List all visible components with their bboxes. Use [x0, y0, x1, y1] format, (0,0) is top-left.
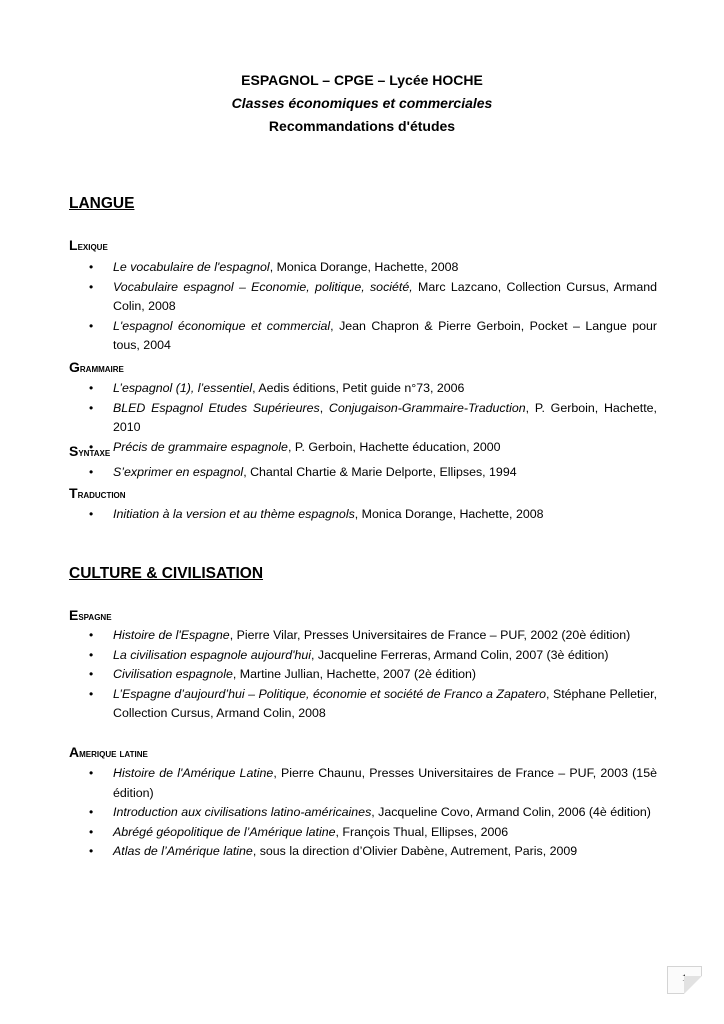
- book-title: Histoire de l'Espagne: [113, 628, 230, 642]
- list-item: [69, 685, 657, 724]
- subsection-rest: rammaire: [79, 363, 124, 375]
- book-title: L’Espagne d’aujourd’hui – Politique, économie et société de Franco a Zapatero: [113, 686, 547, 701]
- header-subtitle: Classes économiques et commerciales: [231, 95, 493, 111]
- subsection-initial: L: [69, 237, 78, 253]
- book-details: , Martine Jullian, Hachette, 2007 (2è édition): [232, 667, 476, 682]
- book-title: La civilisation espagnole aujourd'hui: [113, 647, 311, 662]
- lexique-list: [69, 258, 657, 356]
- list-item: [69, 317, 657, 356]
- header-recommendations: Recommandations d'études: [268, 118, 456, 134]
- subsection-title-lexique: [69, 238, 108, 254]
- page-number: 1: [682, 973, 687, 983]
- page-curl-icon: [684, 976, 702, 994]
- list-item: [69, 823, 657, 843]
- subsection-initial: G: [69, 359, 80, 375]
- book-title: Le vocabulaire de l'espagnol: [113, 260, 270, 274]
- book-details: , P. Gerboin, Hachette, 2010: [113, 400, 657, 435]
- subsection-rest: exique: [77, 241, 108, 253]
- page-number-box: [667, 966, 702, 994]
- list-item: [69, 803, 657, 823]
- book-title: Introduction aux civilisations latino-américaines: [113, 805, 372, 820]
- book-title: Initiation à la version et au thème espagnols: [113, 507, 355, 521]
- book-details: , François Thual, Ellipses, 2006: [335, 824, 509, 839]
- subsection-rest: raduction: [77, 489, 126, 501]
- book-title: Abrégé géopolitique de l’Amérique latine: [113, 824, 336, 839]
- book-title: Civilisation espagnole: [113, 667, 233, 682]
- list-item: [69, 505, 657, 525]
- book-details: , Jacqueline Ferreras, Armand Colin, 2007 (3è édition): [311, 647, 609, 662]
- book-title: BLED Espagnol Etudes Supérieures: [113, 400, 320, 415]
- list-item: [69, 842, 657, 862]
- subsection-rest: spagne: [78, 611, 112, 623]
- book-details: , Pierre Vilar, Presses Universitaires de France – PUF, 2002 (20è édition): [229, 628, 631, 642]
- book-title: Histoire de l'Amérique Latine: [113, 766, 274, 780]
- list-item: [69, 764, 657, 803]
- book-details: , Jacqueline Covo, Armand Colin, 2006 (4è édition): [371, 805, 651, 820]
- book-details: , Aedis éditions, Petit guide n°73, 2006: [252, 381, 465, 395]
- subsection-title-syntaxe: [69, 444, 110, 460]
- list-item: [69, 626, 657, 646]
- list-item: [69, 463, 657, 483]
- espagne-list: [69, 626, 657, 724]
- subsection-title-amerique-latine: [69, 745, 148, 761]
- book-details: Marc Lazcano, Collection Cursus, Armand Colin, 2008: [113, 279, 657, 314]
- book-title: L'espagnol économique et commercial: [113, 318, 331, 333]
- list-item: [69, 379, 657, 399]
- book-details: , Chantal Chartie & Marie Delporte, Ellipses, 1994: [243, 465, 517, 479]
- subsection-initial: A: [69, 744, 80, 760]
- list-item: [69, 278, 657, 317]
- list-item: [69, 646, 657, 666]
- subsection-initial: E: [69, 607, 79, 623]
- amerique-latine-list: [69, 764, 657, 862]
- book-details: , P. Gerboin, Hachette éducation, 2000: [287, 439, 501, 454]
- book-details: , Monica Dorange, Hachette, 2008: [269, 260, 459, 274]
- book-title: Atlas de l’Amérique latine: [113, 844, 253, 859]
- book-details: , Monica Dorange, Hachette, 2008: [354, 507, 544, 521]
- section-title-langue: LANGUE: [69, 195, 135, 212]
- list-item: [69, 258, 657, 278]
- subsection-initial: T: [69, 485, 78, 501]
- syntaxe-list: [69, 463, 657, 483]
- subsection-title-espagne: [69, 608, 112, 624]
- book-details: , Stéphane Pelletier, Collection Cursus, Armand Colin, 2008: [113, 686, 658, 721]
- subsection-rest: yntaxe: [78, 447, 111, 459]
- subsection-title-grammaire: [69, 360, 124, 376]
- list-item: [69, 399, 657, 438]
- grammaire-list: [69, 379, 657, 457]
- book-title: L’espagnol (1), l’essentiel: [113, 381, 253, 395]
- book-details: , sous la direction d’Olivier Dabène, Autrement, Paris, 2009: [252, 844, 578, 859]
- traduction-list: [69, 505, 657, 525]
- book-separator: ,: [319, 400, 329, 415]
- book-title: Précis de grammaire espagnole: [113, 439, 288, 454]
- document-header: [0, 69, 724, 138]
- subsection-rest: merique latine: [79, 748, 148, 760]
- book-title: Vocabulaire espagnol – Economie, politique, société,: [113, 279, 413, 294]
- list-item: [69, 665, 657, 685]
- book-details: , Pierre Chaunu, Presses Universitaires de France – PUF, 2003 (15è édition): [113, 766, 657, 800]
- subsection-initial: S: [69, 443, 79, 459]
- book-subtitle: Conjugaison-Grammaire-Traduction: [328, 400, 526, 415]
- header-title: ESPAGNOL – CPGE – Lycée HOCHE: [241, 72, 483, 88]
- book-details: , Jean Chapron & Pierre Gerboin, Pocket – Langue pour tous, 2004: [113, 318, 657, 353]
- book-title: S’exprimer en espagnol: [113, 465, 244, 479]
- subsection-title-traduction: [69, 486, 126, 502]
- section-title-culture: CULTURE & CIVILISATION: [69, 565, 264, 582]
- list-item: [69, 438, 657, 458]
